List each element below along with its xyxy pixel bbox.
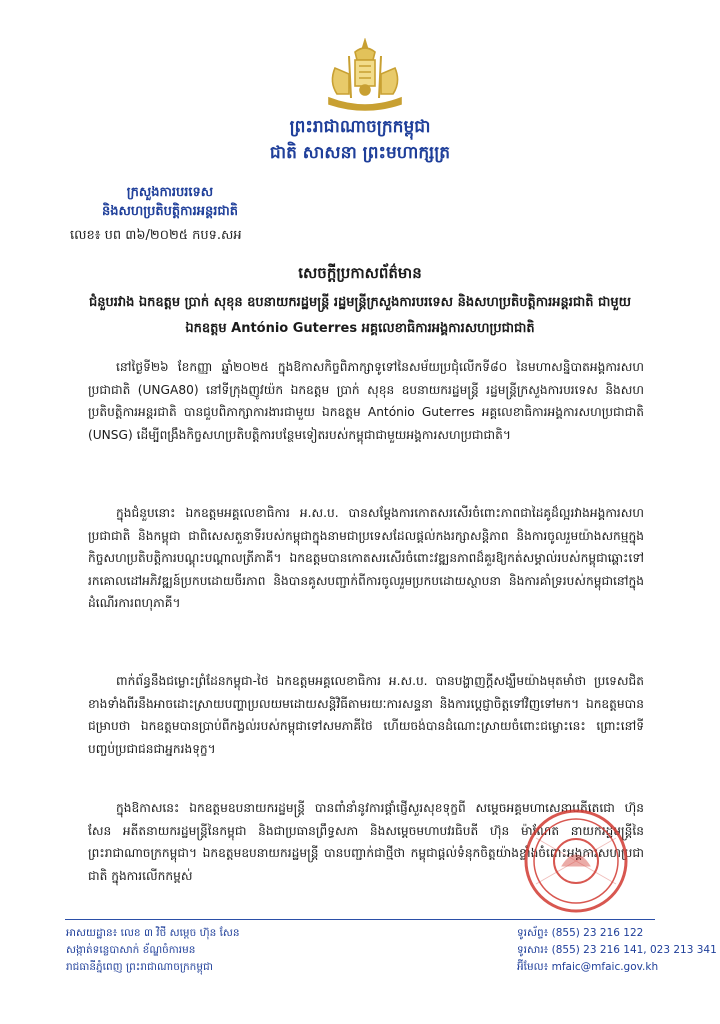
phone-number: ទូរស័ព្ទ៖ (855) 23 216 122 <box>517 927 644 939</box>
email-address[interactable]: អ៊ីមែល៖ mfaic@mfaic.gov.kh <box>517 961 659 973</box>
body-paragraph-1: នៅថ្ងៃទី២៦ ខែកញ្ញា ឆ្នាំ២០២៥ ក្នុងឱកាសកិច្ចពិភាក្សាទូទៅនៃសម័យប្រជុំលើកទី៨០ នៃមហាសន្និបាតអង្គការសហប្រជាជាតិ (UNGA80) នៅទីក្រុងញូវយ៉ក ឯកឧត្តម ប្រាក់ សុខុន ឧបនាយករដ្ឋមន្ត្រី រដ្ឋមន្ត្រីក្រសួងការបរទេស និងសហប្រតិបត្តិការអន្តរជាតិ បានជួបពិភាក្សាការងារជាមួយ ឯកឧត្តម António Guterres អគ្គលេខាធិការអង្គការសហប្រជាជាតិ (UNSG) ដើម្បីពង្រឹងកិច្ចសហប្រតិបត្តិការបន្ថែមទៀតរបស់កម្ពុជាជាមួយអង្គការសហប្រជាជាតិ។ <box>88 360 644 442</box>
address-line-1: អាសយដ្ឋាន៖ លេខ ៣ វិថី សម្តេច ហ៊ុន សែន <box>66 927 240 939</box>
document-title: សេចក្តីប្រកាសព័ត៌មាន <box>298 264 422 282</box>
footer-divider <box>65 919 655 920</box>
footer-address <box>66 925 240 976</box>
body-paragraph-2: ក្នុងជំនួបនោះ ឯកឧត្តមអគ្គលេខាធិការ អ.ស.ប. បានសម្តែងការកោតសរសើរចំពោះភាពជាដៃគូដ៏ល្អរវាងអង្គការសហប្រជាជាតិ និងកម្ពុជា ជាពិសេសតួនាទីរបស់កម្ពុជាក្នុងនាមជាប្រទេសដែលផ្តល់កងរក្សាសន្តិភាព និងការចូលរួមយ៉ាងសកម្មក្នុងកិច្ចសហប្រតិបត្តិការបណ្តុះបណ្តាលត្រីភាគី។ ឯកឧត្តមបានកោតសរសើរចំពោះវឌ្ឍនភាពដ៏គួរឱ្យកត់សម្គាល់របស់កម្ពុជាឆ្ពោះទៅរកគោលដៅអភិវឌ្ឍន៍ប្រកបដោយចីរភាព និងបានគូសបញ្ជាក់ពីការចូលរួមប្រកបដោយស្ថាបនា និងការគាំទ្ររបស់កម្ពុជានៅក្នុងដំណើរការពហុភាគី។ <box>88 506 644 611</box>
ministry-name-line2: និងសហប្រតិបត្តិការអន្តរជាតិ <box>102 204 238 219</box>
official-seal-stamp <box>496 808 656 914</box>
document-subtitle: ជំនួបរវាង ឯកឧត្តម ប្រាក់ សុខុន ឧបនាយករដ្ឋមន្ត្រី រដ្ឋមន្ត្រីក្រសួងការបរទេស និងសហប្រតិបត្តិការអន្តរជាតិ ជាមួយឯកឧត្តម António Guterres អគ្គលេខាធិការអង្គការសហប្រជាជាតិ <box>88 295 632 336</box>
address-line-2: សង្កាត់ទន្លេបាសាក់ ខ័ណ្ឌចំការមន <box>66 944 196 956</box>
kingdom-name: ព្រះរាជាណាចក្រកម្ពុជា <box>289 117 431 137</box>
document-number: លេខ៖ បព ៣៦/២០២៥ កបទ.សអ <box>70 228 242 243</box>
footer-contact <box>517 925 717 976</box>
national-motto: ជាតិ សាសនា ព្រះមហាក្សត្រ <box>269 143 451 163</box>
royal-coat-of-arms-icon <box>315 38 415 112</box>
body-paragraph-4: ក្នុងឱកាសនេះ ឯកឧត្តមឧបនាយករដ្ឋមន្ត្រី បានពាំនាំនូវការផ្តាំផ្ញើសួរសុខទុក្ខពី សម្តេចអគ្គមហាសេនាបតីតេជោ ហ៊ុន សែន អតីតនាយករដ្ឋមន្ត្រីនៃកម្ពុជា និងជាប្រធានព្រឹទ្ធសភា និងសម្តេចមហាបវរធិបតី ហ៊ុន ម៉ាណែត នាយករដ្ឋមន្ត្រីនៃព្រះរាជាណាចក្រកម្ពុជា។ ឯកឧត្តមឧបនាយករដ្ឋមន្ត្រី បានបញ្ជាក់ជាថ្មីថា កម្ពុជាផ្តល់ទំនុកចិត្តយ៉ាងខ្លាំងចំពោះអង្គការសហប្រជាជាតិ ក្នុងការលើកកម្ពស់ <box>88 801 644 883</box>
fax-number: ទូរសារ៖ (855) 23 216 141, 023 213 341 <box>517 944 717 956</box>
ministry-name-line1: ក្រសួងការបរទេស <box>126 185 214 200</box>
body-paragraph-3: ពាក់ព័ន្ធនឹងជម្លោះព្រំដែនកម្ពុជា-ថៃ ឯកឧត្តមអគ្គលេខាធិការ អ.ស.ប. បានបង្ហាញក្តីសង្ឃឹមយ៉ាងមុតមាំថា ប្រទេសជិតខាងទាំងពីរនឹងអាចដោះស្រាយបញ្ហាប្រលយមដោយសន្តិវិធីតាមរយៈការសន្ទនា និងការប្តេជ្ញាចិត្តទៅវិញទៅមក។ ឯកឧត្តមបានជម្រាបថា ឯកឧត្តមបានប្រាប់ពីកង្វល់របស់កម្ពុជាទៅសមភាគីថៃ ហើយចង់បានដំណោះស្រាយចំពោះជម្លោះនេះ ព្រោះនៅទីបញ្ចប់ប្រជាជនជាអ្នករងទុក្ខ។ <box>88 674 644 756</box>
address-line-3: រាជធានីភ្នំពេញ ព្រះរាជាណាចក្រកម្ពុជា <box>66 961 213 973</box>
